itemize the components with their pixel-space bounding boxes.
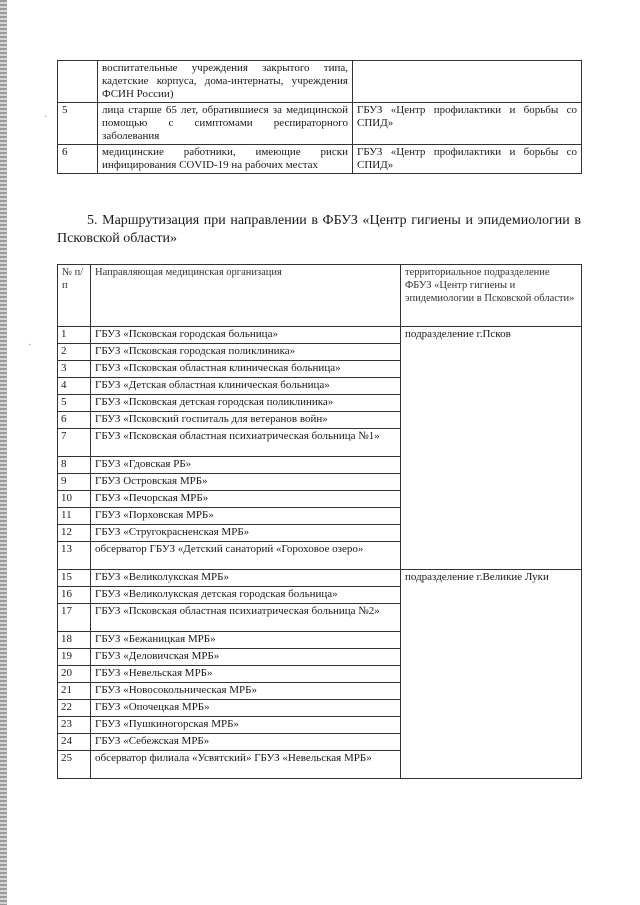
organization-name: ГБУЗ «Псковский госпиталь для ветеранов войн» [91,412,401,429]
row-number: 12 [58,525,91,542]
organization-name: ГБУЗ «Бежаницкая МРБ» [91,632,401,649]
organization-name: ГБУЗ «Невельская МРБ» [91,666,401,683]
referral-organization: ГБУЗ «Центр профилактики и борьбы со СПИД» [353,145,582,174]
row-number: 15 [58,570,91,587]
organization-name: ГБУЗ «Псковская областная психиатрическая больница №2» [91,604,401,632]
row-number: 5 [58,103,98,145]
row-number: 3 [58,361,91,378]
row-number: 5 [58,395,91,412]
organization-name: ГБУЗ «Великолукская МРБ» [91,570,401,587]
organization-name: ГБУЗ «Псковская детская городская поликлиника» [91,395,401,412]
row-number: 7 [58,429,91,457]
table-row [58,145,582,174]
row-number: 8 [58,457,91,474]
table-row [58,61,582,103]
row-number: 13 [58,542,91,570]
territorial-unit: подразделение г.Великие Луки [401,570,582,779]
table-header-row [58,265,582,327]
organization-name: ГБУЗ «Гдовская РБ» [91,457,401,474]
category-description: лица старше 65 лет, обратившиеся за медицинской помощью с симптомами респираторного заболевания [98,103,353,145]
section-heading: 5. Маршрутизация при направлении в ФБУЗ «Центр гигиены и эпидемиологии в Псковской области» [57,213,581,246]
category-description: медицинские работники, имеющие риски инфицирования COVID-19 на рабочих местах [98,145,353,174]
row-number: 16 [58,587,91,604]
row-number: 25 [58,751,91,779]
row-number: 11 [58,508,91,525]
margin-mark: · [28,340,32,351]
row-number [58,61,98,103]
organization-name: ГБУЗ «Псковская городская поликлиника» [91,344,401,361]
row-number: 17 [58,604,91,632]
organization-name: ГБУЗ «Псковская областная психиатрическая больница №1» [91,429,401,457]
organization-name: ГБУЗ «Псковская областная клиническая больница» [91,361,401,378]
row-number: 22 [58,700,91,717]
row-number: 10 [58,491,91,508]
organization-name: ГБУЗ «Новосокольническая МРБ» [91,683,401,700]
row-number: 1 [58,327,91,344]
category-description: воспитательные учреждения закрытого типа, кадетские корпуса, дома-интернаты, учреждения ФСИН России) [98,61,353,103]
territorial-unit: подразделение г.Псков [401,327,582,570]
row-number: 21 [58,683,91,700]
header-organization: Направляющая медицинская организация [91,265,401,327]
organization-name: ГБУЗ «Деловичская МРБ» [91,649,401,666]
row-number: 19 [58,649,91,666]
organization-name: ГБУЗ «Печорская МРБ» [91,491,401,508]
header-unit: территориальное подразделение ФБУЗ «Центр гигиены и эпидемиологии в Псковской области» [401,265,582,327]
table-row [58,327,582,344]
row-number: 9 [58,474,91,491]
referral-organization [353,61,582,103]
referral-organization: ГБУЗ «Центр профилактики и борьбы со СПИД» [353,103,582,145]
row-number: 4 [58,378,91,395]
organization-name: ГБУЗ «Псковская городская больница» [91,327,401,344]
organization-name: ГБУЗ «Порховская МРБ» [91,508,401,525]
scan-edge-artifact [0,0,7,905]
margin-mark: · [44,112,48,123]
organization-name: ГБУЗ «Себежская МРБ» [91,734,401,751]
organization-name: обсерватор ГБУЗ «Детский санаторий «Гороховое озеро» [91,542,401,570]
row-number: 6 [58,412,91,429]
table-row [58,103,582,145]
organization-name: ГБУЗ «Детская областная клиническая больница» [91,378,401,395]
organization-name: ГБУЗ «Пушкиногорская МРБ» [91,717,401,734]
row-number: 2 [58,344,91,361]
table-row [58,570,582,587]
row-number: 23 [58,717,91,734]
organization-name: обсерватор филиала «Усвятский» ГБУЗ «Невельская МРБ» [91,751,401,779]
row-number: 24 [58,734,91,751]
organization-name: ГБУЗ «Стругокрасненская МРБ» [91,525,401,542]
header-number: № п/п [58,265,91,327]
row-number: 18 [58,632,91,649]
organization-name: ГБУЗ «Великолукская детская городская больница» [91,587,401,604]
row-number: 20 [58,666,91,683]
row-number: 6 [58,145,98,174]
organization-name: ГБУЗ Островская МРБ» [91,474,401,491]
routing-table [57,264,582,779]
organization-name: ГБУЗ «Опочецкая МРБ» [91,700,401,717]
top-table [57,60,582,174]
